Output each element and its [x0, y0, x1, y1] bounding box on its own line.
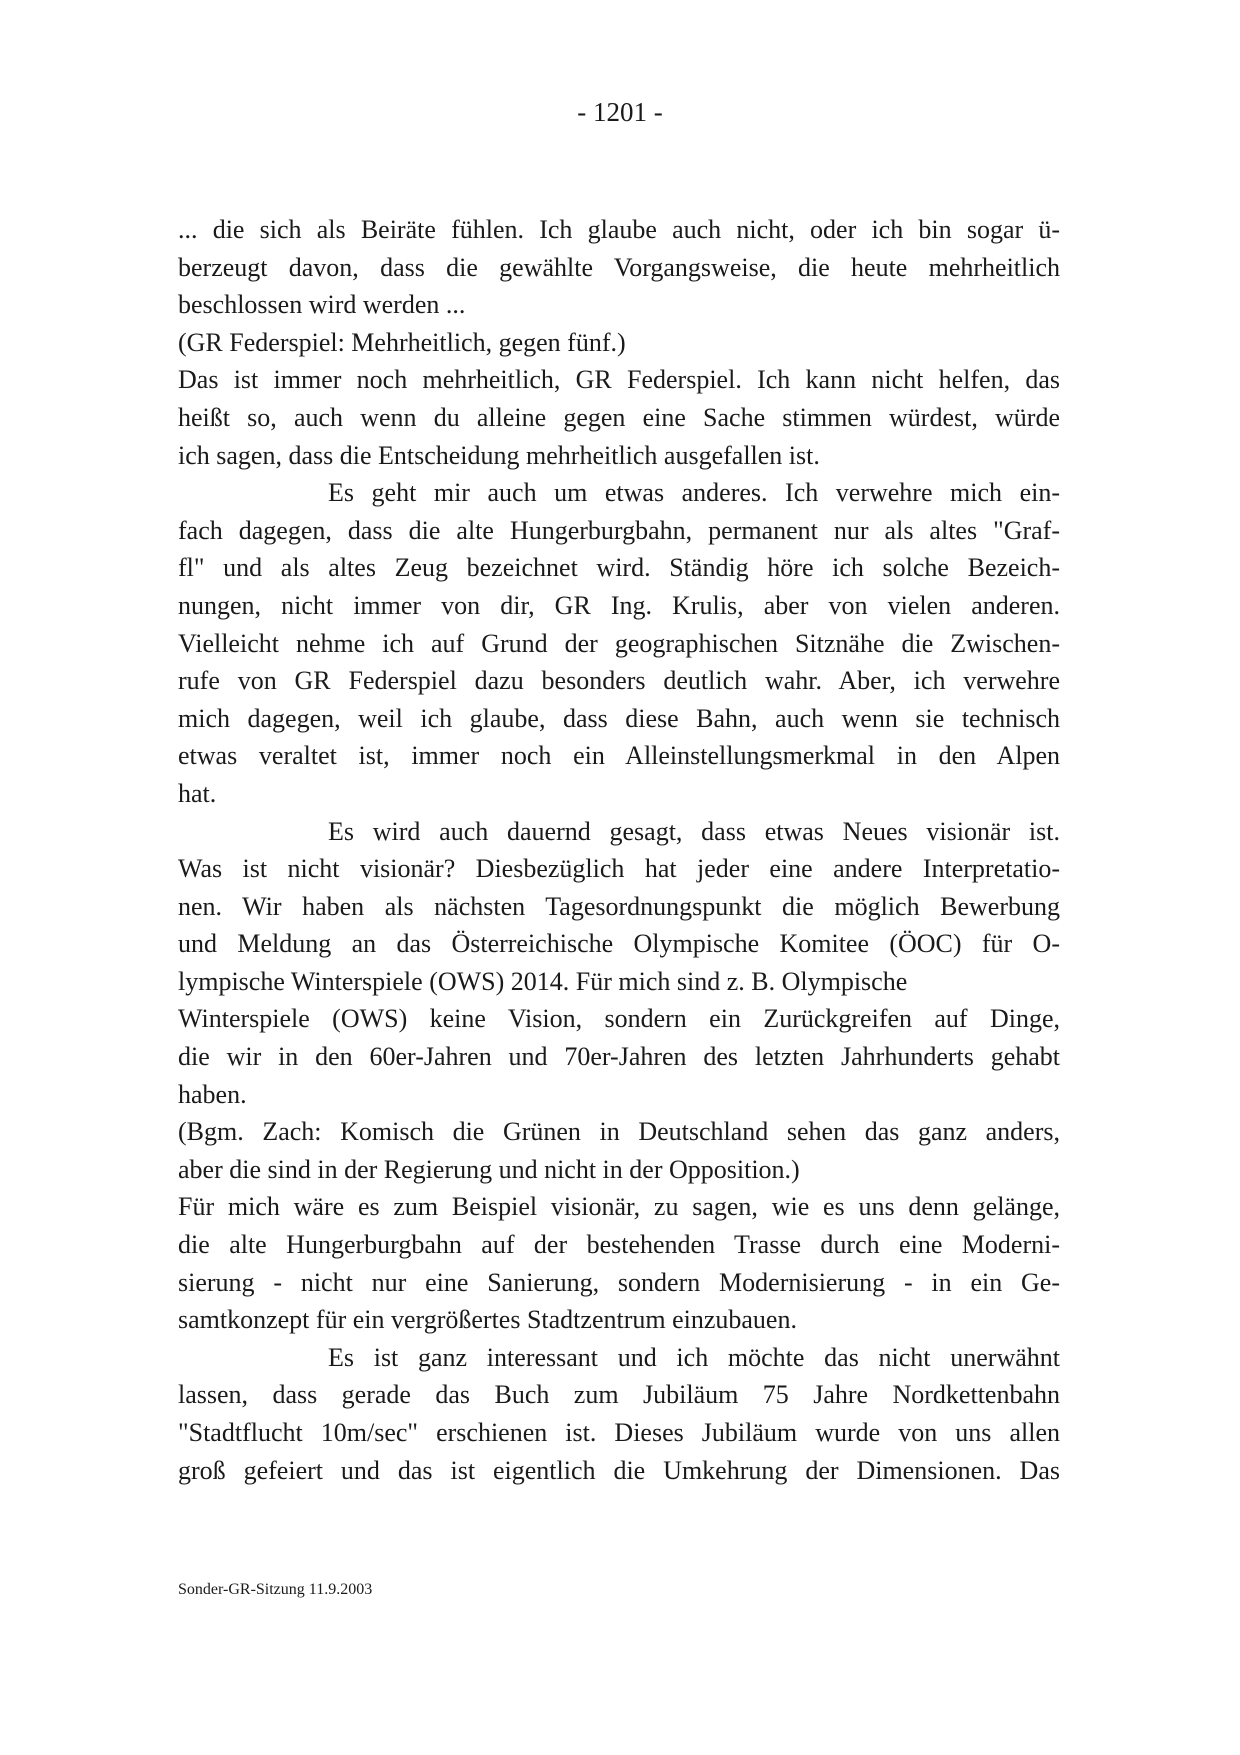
text-line: und Meldung an das Österreichische Olympische Komitee (ÖOC) für O- [178, 929, 1060, 959]
text-line: lassen, dass gerade das Buch zum Jubiläum 75 Jahre Nordkettenbahn [178, 1380, 1060, 1410]
text-line: die alte Hungerburgbahn auf der bestehenden Trasse durch eine Moderni- [178, 1230, 1060, 1260]
text-line: haben. [178, 1079, 247, 1109]
text-line: mich dagegen, weil ich glaube, dass diese Bahn, auch wenn sie technisch [178, 703, 1060, 733]
text-line: Vielleicht nehme ich auf Grund der geographischen Sitznähe die Zwischen- [178, 628, 1060, 658]
text-line: beschlossen wird werden ... [178, 290, 466, 320]
text-line: Für mich wäre es zum Beispiel visionär, zu sagen, wie es uns denn gelänge, [178, 1192, 1060, 1222]
text-line: lympische Winterspiele (OWS) 2014. Für mich sind z. B. Olympische [178, 966, 908, 996]
text-line: berzeugt davon, dass die gewählte Vorgangsweise, die heute mehrheitlich [178, 252, 1060, 282]
text-line: Es geht mir auch um etwas anderes. Ich verwehre mich ein- [328, 478, 1060, 508]
footer-session-label: Sonder-GR-Sitzung 11.9.2003 [178, 1581, 373, 1598]
text-line: die wir in den 60er-Jahren und 70er-Jahren des letzten Jahrhunderts gehabt [178, 1042, 1060, 1072]
text-line: fach dagegen, dass die alte Hungerburgbahn, permanent nur als altes "Graf- [178, 515, 1060, 545]
text-line: samtkonzept für ein vergrößertes Stadtzentrum einzubauen. [178, 1305, 797, 1335]
text-line: Es wird auch dauernd gesagt, dass etwas Neues visionär ist. [328, 816, 1060, 846]
interjection-line: aber die sind in der Regierung und nicht in der Opposition.) [178, 1154, 800, 1184]
text-line: Es ist ganz interessant und ich möchte das nicht unerwähnt [328, 1342, 1060, 1372]
text-line: Winterspiele (OWS) keine Vision, sondern ein Zurückgreifen auf Dinge, [178, 1004, 1060, 1034]
text-line: ich sagen, dass die Entscheidung mehrheitlich ausgefallen ist. [178, 440, 820, 470]
page-number: - 1201 - [577, 97, 663, 127]
text-line: nen. Wir haben als nächsten Tagesordnungspunkt die möglich Bewerbung [178, 891, 1060, 921]
text-line: groß gefeiert und das ist eigentlich die Umkehrung der Dimensionen. Das [178, 1455, 1060, 1485]
text-line: etwas veraltet ist, immer noch ein Alleinstellungsmerkmal in den Alpen [178, 741, 1060, 771]
text-line: nungen, nicht immer von dir, GR Ing. Krulis, aber von vielen anderen. [178, 590, 1060, 620]
text-line: heißt so, auch wenn du alleine gegen eine Sache stimmen würdest, würde [178, 402, 1060, 432]
text-line: Das ist immer noch mehrheitlich, GR Federspiel. Ich kann nicht helfen, das [178, 365, 1060, 395]
text-line: Was ist nicht visionär? Diesbezüglich hat jeder eine andere Interpretatio- [178, 854, 1060, 884]
text-line: fl" und als altes Zeug bezeichnet wird. Ständig höre ich solche Bezeich- [178, 553, 1060, 583]
text-line: ... die sich als Beiräte fühlen. Ich glaube auch nicht, oder ich bin sogar ü- [178, 215, 1060, 244]
interjection-line: (GR Federspiel: Mehrheitlich, gegen fünf.) [178, 327, 626, 357]
body-text [178, 211, 1060, 1489]
text-line: sierung - nicht nur eine Sanierung, sondern Modernisierung - in ein Ge- [178, 1267, 1060, 1297]
text-line: hat. [178, 778, 217, 808]
text-line: "Stadtflucht 10m/sec" erschienen ist. Dieses Jubiläum wurde von uns allen [178, 1418, 1060, 1447]
interjection-line: (Bgm. Zach: Komisch die Grünen in Deutschland sehen das ganz anders, [178, 1117, 1060, 1147]
text-line: rufe von GR Federspiel dazu besonders deutlich wahr. Aber, ich verwehre [178, 666, 1060, 696]
